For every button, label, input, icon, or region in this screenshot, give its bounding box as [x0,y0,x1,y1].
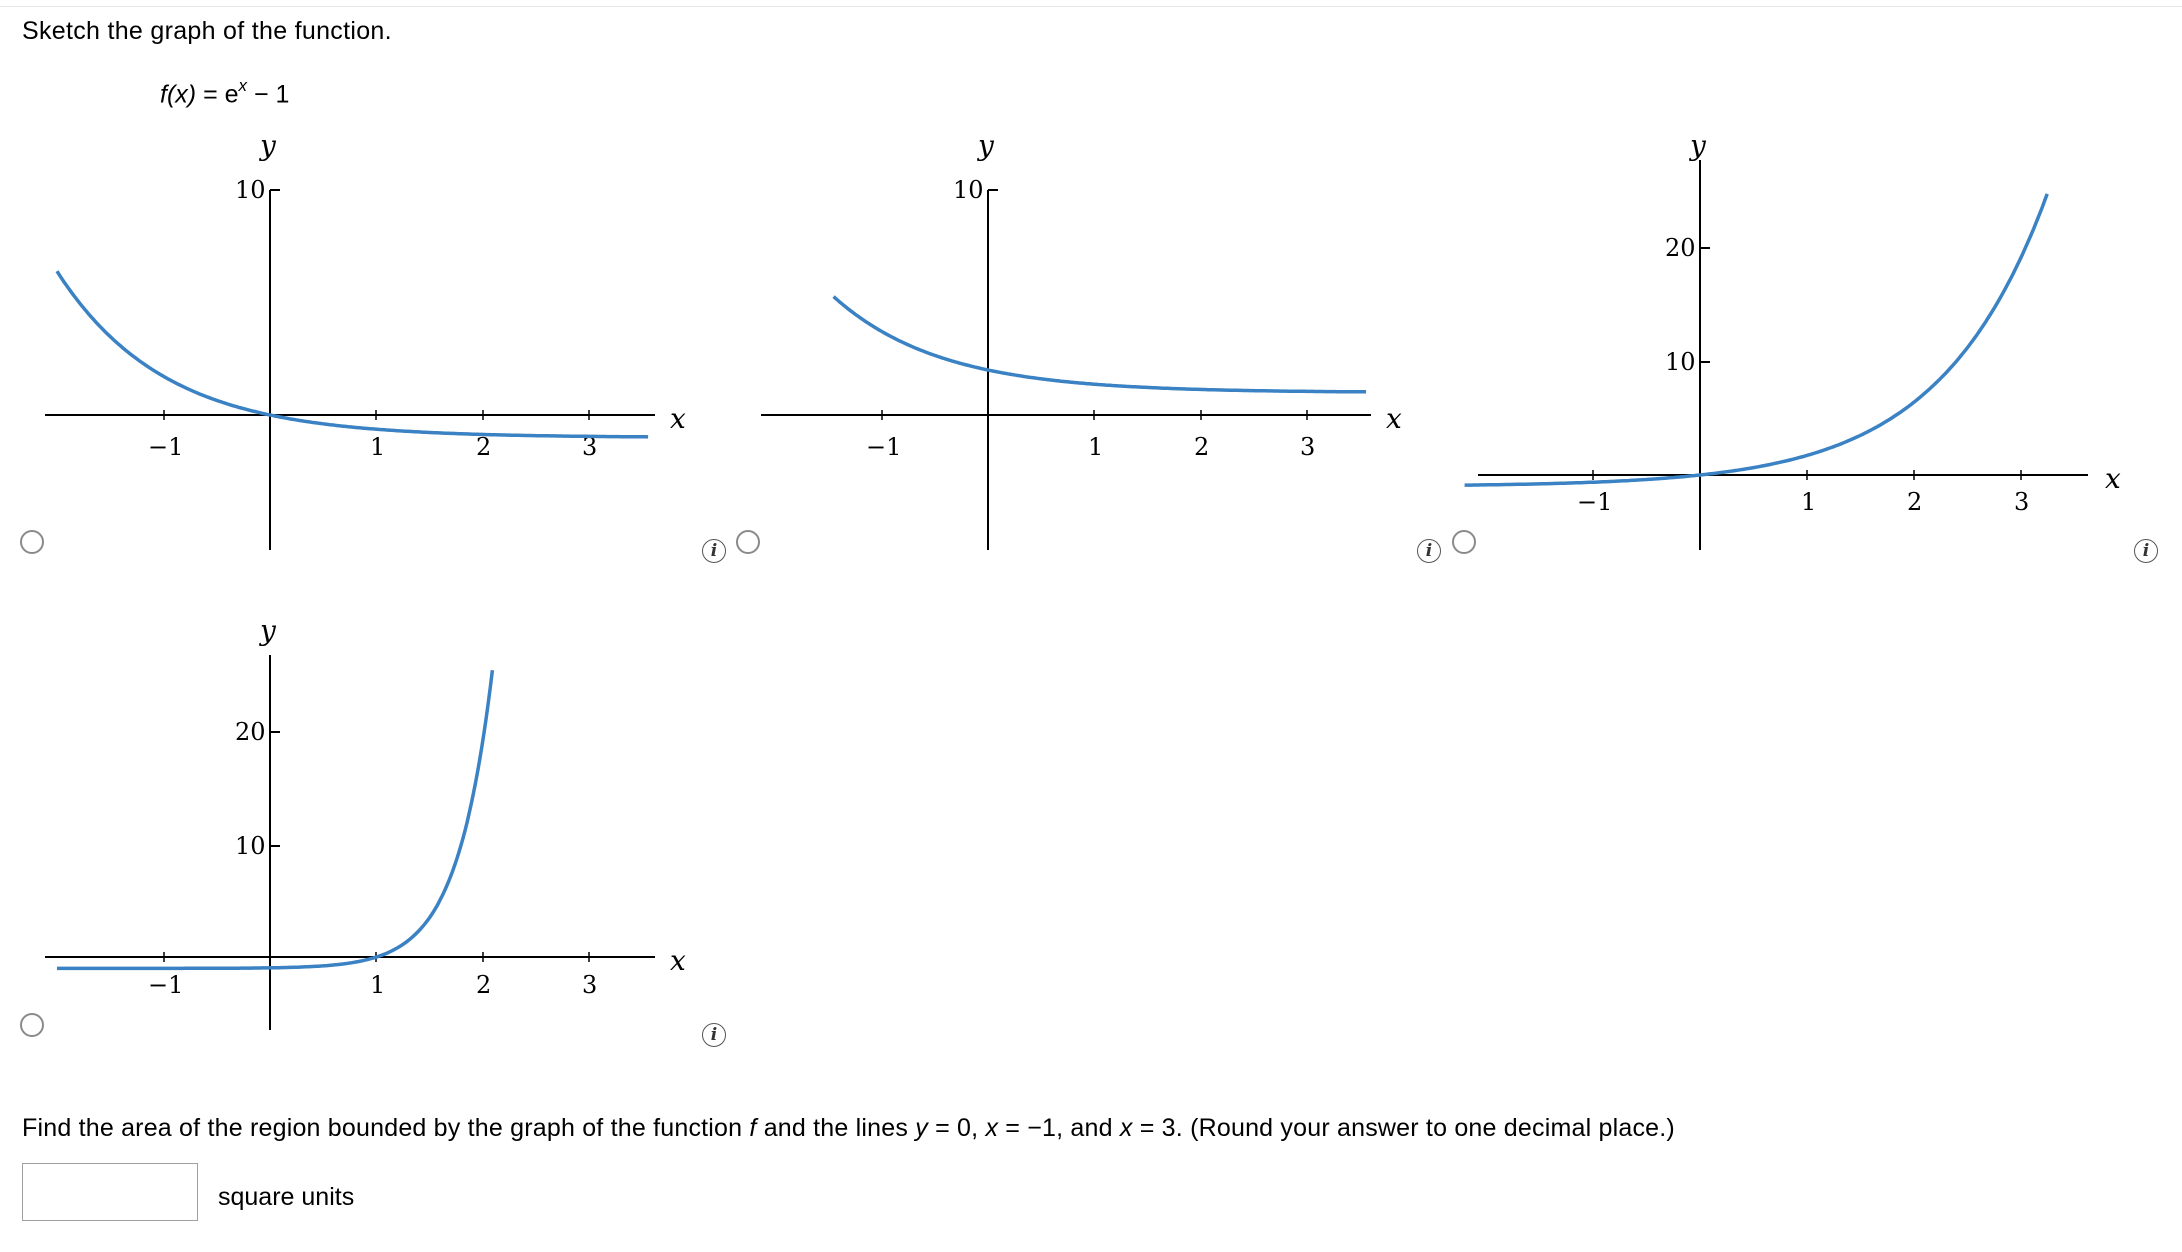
function-base: e [224,80,239,109]
function-rest: − 1 [253,80,290,109]
graph-option-d [40,610,686,1050]
curve-option-d [57,670,492,968]
area-question-text: = 3. (Round your answer to one decimal place.) [1132,1114,1675,1142]
curve-option-c [1465,194,2048,485]
area-question-text: = 0, [927,1114,986,1142]
x-tick-label: −1 [1577,488,1613,516]
x-tick-label: 3 [582,971,598,999]
info-icon[interactable]: i [1417,539,1441,563]
x-tick-label: 2 [476,971,492,999]
x-axis-label: x [670,944,686,977]
y-tick-label: 20 [1665,234,1696,262]
top-divider [0,0,2182,7]
x-tick-label: 2 [1194,433,1210,461]
graph-option-a [40,129,686,570]
function-lhs: f(x) [160,80,197,109]
x-axis-label: x [670,402,686,435]
x-axis-label: x [1386,402,1402,435]
x-axis-label: x [2105,462,2121,495]
area-question-text: Find the area of the region bounded by the graph of the function [22,1114,750,1142]
area-question-x: x [985,1114,999,1142]
area-question-y: y [915,1114,928,1142]
units-label: square units [218,1183,355,1211]
info-icon[interactable]: i [2134,539,2158,563]
y-tick-label: 10 [235,176,266,204]
curve-option-b [834,297,1367,392]
x-tick-label: 1 [1088,433,1104,461]
y-tick-label: 20 [235,718,266,746]
y-axis-label: y [1690,129,1706,162]
graph-option-c [1470,130,2150,570]
x-tick-label: 3 [582,433,598,461]
x-tick-label: 2 [476,433,492,461]
x-tick-label: 3 [1300,433,1316,461]
info-icon[interactable]: i [702,539,726,563]
function-definition [160,78,289,109]
radio-option-c[interactable] [1452,530,1476,554]
function-exponent: x [238,76,248,95]
y-tick-label: 10 [953,176,984,204]
x-tick-label: −1 [148,971,184,999]
x-tick-label: −1 [148,433,184,461]
y-tick-label: 10 [1665,348,1696,376]
area-question-text: and the lines [756,1114,916,1142]
x-tick-label: 1 [370,433,386,461]
question-prompt: Sketch the graph of the function. [22,17,392,45]
curve-option-a [57,271,648,437]
graph-option-b [756,129,1402,570]
x-tick-label: 3 [2014,488,2030,516]
y-axis-label: y [978,129,994,162]
area-question-x: x [1119,1114,1133,1142]
radio-option-d[interactable] [20,1013,44,1037]
radio-option-a[interactable] [20,530,44,554]
y-axis-label: y [260,614,276,647]
radio-option-b[interactable] [736,530,760,554]
x-tick-label: 1 [370,971,386,999]
info-icon[interactable]: i [702,1023,726,1047]
area-question [22,1114,1675,1143]
x-tick-label: −1 [866,433,902,461]
area-question-text: = −1, and [998,1114,1120,1142]
y-tick-label: 10 [235,832,266,860]
y-axis-label: y [260,129,276,162]
function-equals: = [203,80,218,109]
x-tick-label: 1 [1801,488,1817,516]
x-tick-label: 2 [1907,488,1923,516]
area-answer-input[interactable] [22,1163,198,1221]
area-question-f: f [749,1114,757,1142]
